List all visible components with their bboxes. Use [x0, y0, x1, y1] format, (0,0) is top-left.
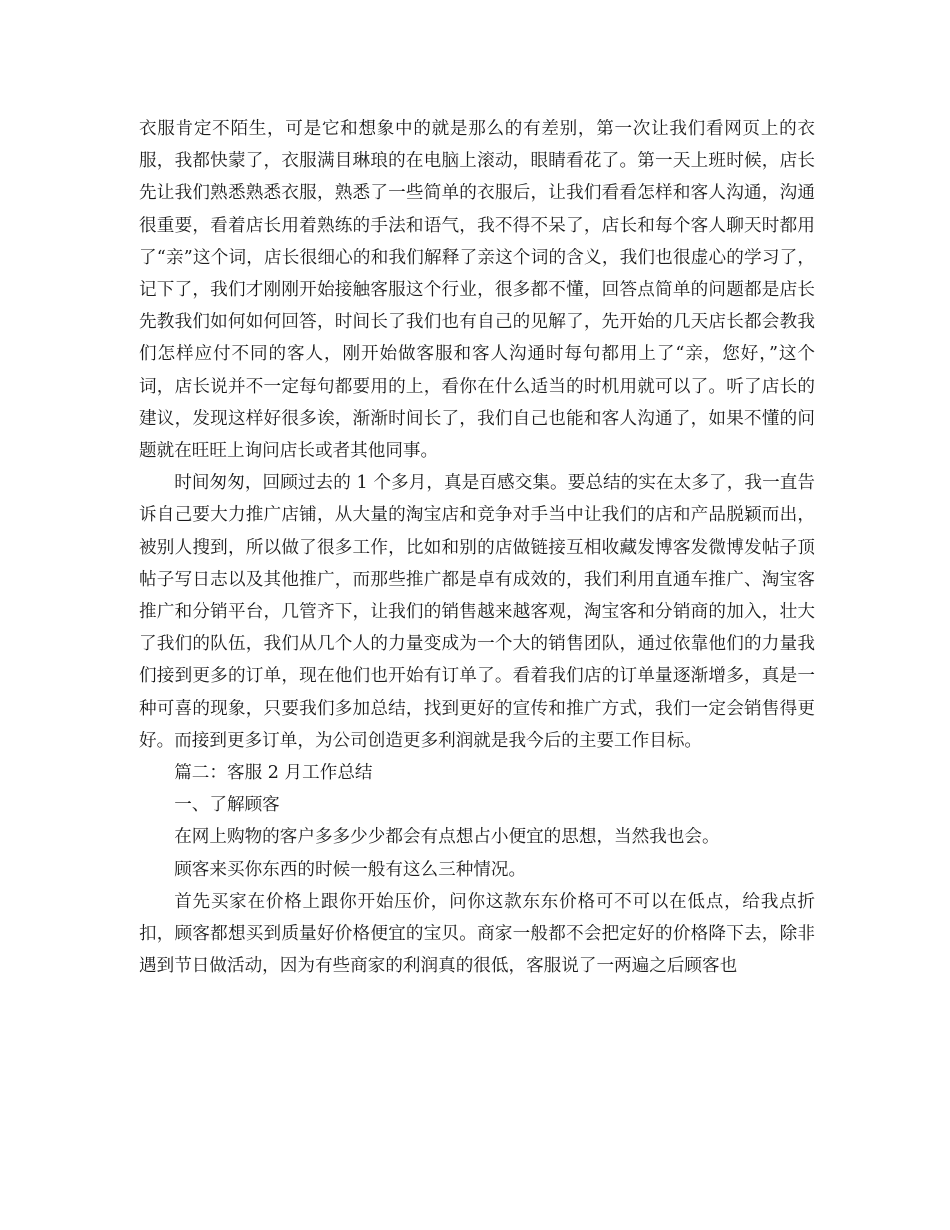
paragraph-price-bargaining: 首先买家在价格上跟你开始压价，问你这款东东价格可不可以在低点，给我点折扣，顾客都想买到质量好价格便宜的宝贝。商家一般都不会把定好的价格降下去，除非遇到节日做活动，因为有些商家的利润真的很低，客服说了一两遍之后顾客也: [139, 891, 815, 977]
subsection-heading: 一、了解顾客: [174, 795, 280, 816]
paragraph-customer-mindset: 在网上购物的客户多多少少都会有点想占小便宜的思想，当然我也会。: [174, 827, 720, 848]
paragraph-three-situations: 顾客来买你东西的时候一般有这么三种情况。: [174, 859, 527, 880]
paragraph-summary: 时间匆匆，回顾过去的 1 个多月，真是百感交集。要总结的实在太多了，我一直告诉自己要大力推广店铺，从大量的淘宝店和竞争对手当中让我们的店和产品脱颖而出，被别人搜到，所以做了很多工作，比如和别的店做链接互相收藏发博客发微博发帖子顶帖子写日志以及其他推广，而那些推广都是卓有成效的，我们利用直通车推广、淘宝客推广和分销平台，几管齐下，让我们的销售越来越客观，淘宝客和分销商的加入，壮大了我们的队伍，我们从几个人的力量变成为一个大的销售团队，通过依靠他们的力量我们接到更多的订单，现在他们也开始有订单了。看着我们店的订单量逐渐增多，真是一种可喜的现象，只要我们多加总结，找到更好的宣传和推广方式，我们一定会销售得更好。而接到更多订单，为公司创造更多利润就是我今后的主要工作目标。: [139, 473, 815, 751]
document-body: [139, 113, 815, 982]
paragraph-continued-intro: 衣服肯定不陌生，可是它和想象中的就是那么的有差别，第一次让我们看网页上的衣服，我都快蒙了，衣服满目琳琅的在电脑上滚动，眼睛看花了。第一天上班时候，店长先让我们熟悉熟悉衣服，熟悉了一些简单的衣服后，让我们看看怎样和客人沟通，沟通很重要，看着店长用着熟练的手法和语气，我不得不呆了，店长和每个客人聊天时都用了“亲”这个词，店长很细心的和我们解释了亲这个词的含义，我们也很虚心的学习了，记下了，我们才刚刚开始接触客服这个行业，很多都不懂，回答点简单的问题都是店长先教我们如何如何回答，时间长了我们也有自己的见解了，先开始的几天店长都会教我们怎样应付不同的客人，刚开始做客服和客人沟通时每句都用上了“亲，您好，”这个词，店长说并不一定每句都要用的上，看你在什么适当的时机用就可以了。听了店长的建议，发现这样好很多诶，渐渐时间长了，我们自己也能和客人沟通了，如果不懂的问题就在旺旺上询问店长或者其他同事。: [139, 119, 815, 462]
section-heading: 篇二：客服 2 月工作总结: [174, 763, 373, 784]
